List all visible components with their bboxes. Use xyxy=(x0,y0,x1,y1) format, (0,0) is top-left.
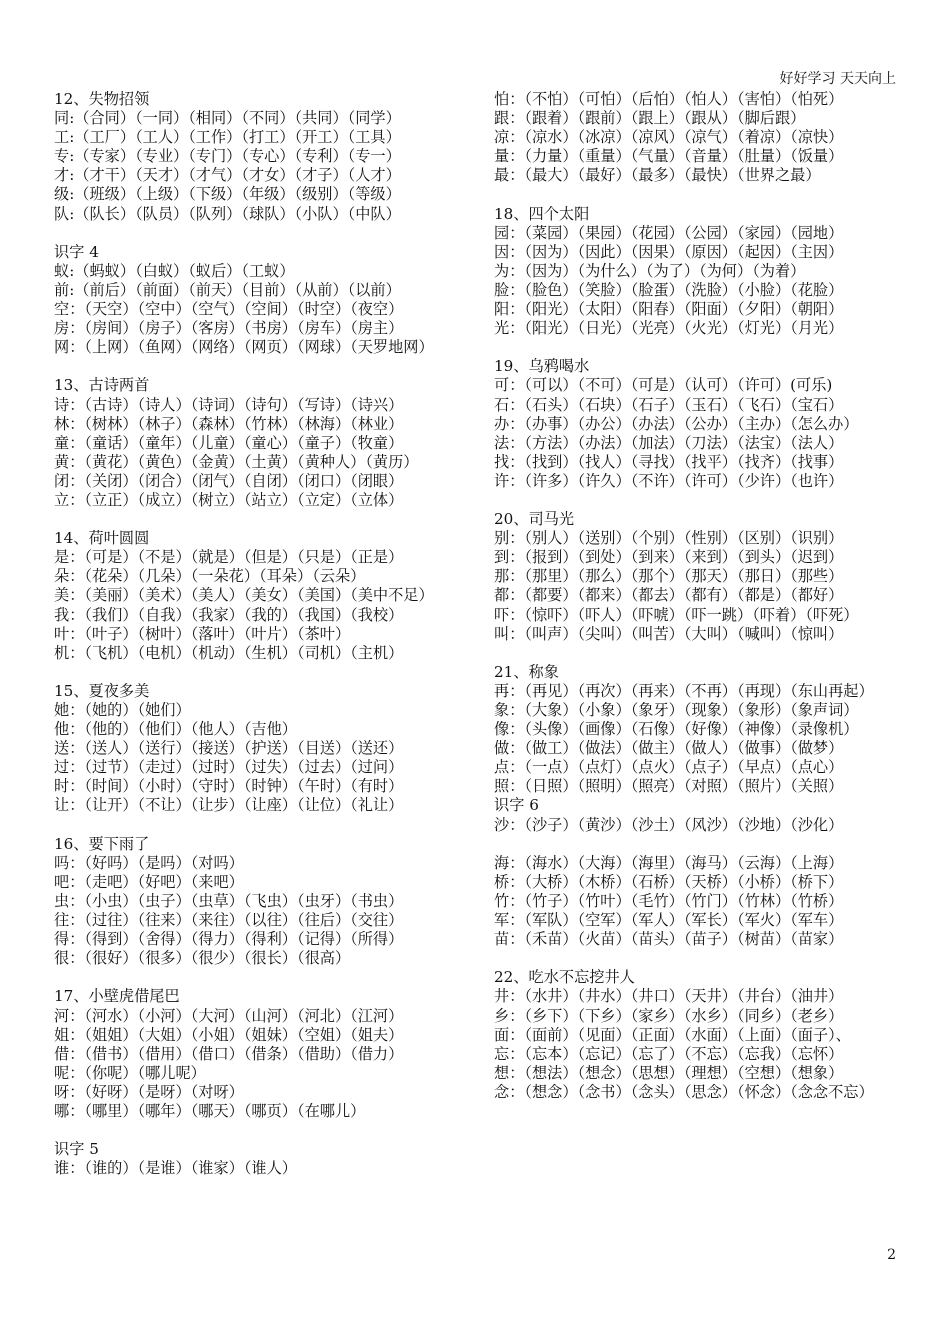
word-line: 很：（很好）（很多）（很少）（很长）（很高） xyxy=(54,949,351,968)
section-title: 20、司马光 xyxy=(494,510,575,529)
section-title: 21、称象 xyxy=(494,662,559,681)
word-line: 河：（河水）（小河）（大河）（山河）（河北）（江河） xyxy=(54,1006,404,1025)
word-line: 办：（办事）（办公）（办法）（公办）（主办）（怎么办） xyxy=(494,414,859,433)
word-line: 军：（军队）（空军）（军人）（军长）（军火）（军车） xyxy=(494,911,844,930)
word-line: 呀：（好呀）（是呀）（对呀） xyxy=(54,1082,244,1101)
word-line: 乡：（乡下）（下乡）（家乡）（水乡）（同乡）（老乡） xyxy=(494,1006,844,1025)
word-line: 可：（可以）（不可）（可是）（认可）（许可）(可乐) xyxy=(494,376,833,395)
word-line: 才:（才干）（天才）（才气）（才女）（才子）（人才） xyxy=(54,166,401,185)
lesson-section xyxy=(54,987,464,1121)
word-line: 队:（队长）（队员）（队列）（球队）（小队）（中队） xyxy=(54,204,401,223)
word-line: 做：（做工）（做法）（做主）（做人）（做事）（做梦） xyxy=(494,739,844,758)
lesson-section xyxy=(494,854,898,949)
word-line: 时：（时间）（小时）（守时）（时钟）（午时）（有时） xyxy=(54,777,404,796)
lesson-section xyxy=(494,663,898,797)
word-line: 立：（立正）（成立）（树立）（站立）（立定）（立体） xyxy=(54,490,404,509)
word-line: 黄：（黄花）（黄色）（金黄）（土黄）（黄种人）（黄历） xyxy=(54,452,419,471)
word-line: 吧：（走吧）（好吧）（来吧） xyxy=(54,872,244,891)
word-line: 法：（方法）（办法）（加法）（刀法）（法宝）（法人） xyxy=(494,433,844,452)
word-line: 是：（可是）（不是）（就是）（但是）（只是）（正是） xyxy=(54,548,404,567)
word-line: 光：（阳光）（日光）（光亮）（火光）（灯光）（月光） xyxy=(494,319,844,338)
word-line: 朵：（花朵）（几朵）（一朵花）（耳朵）（云朵） xyxy=(54,567,366,586)
section-title: 17、小壁虎借尾巴 xyxy=(54,987,180,1006)
word-line: 送：（送人）（送行）（接送）（护送）（目送）（送还） xyxy=(54,739,404,758)
lesson-section xyxy=(494,90,898,185)
word-line: 叶：（叶子）（树叶）（落叶）（叶片）（茶叶） xyxy=(54,624,351,643)
header-note: 好好学习 天天向上 xyxy=(779,71,896,87)
lesson-section xyxy=(54,529,464,663)
word-line: 量：（力量）（重量）（气量）（音量）（肚量）（饭量） xyxy=(494,147,844,166)
section-title: 识字 4 xyxy=(54,242,99,261)
word-line: 童：（童话）（童年）（儿童）（童心）（童子）（牧童） xyxy=(54,433,404,452)
word-line: 呢：（你呢）（哪儿呢） xyxy=(54,1063,206,1082)
word-line: 想：（想法）（想念）（思想）（理想）（空想）（想象） xyxy=(494,1063,844,1082)
word-line: 到：（报到）（到处）（到来）（来到）（到头）（迟到） xyxy=(494,548,844,567)
word-line: 像：（头像）（画像）（石像）（好像）（神像）（录像机） xyxy=(494,720,859,739)
word-line: 闭：（关闭）（闭合）（闭气）（自闭）（闭口）（闭眼） xyxy=(54,471,404,490)
section-title: 19、乌鸦喝水 xyxy=(494,357,590,376)
lesson-section xyxy=(54,376,464,510)
page-number: 2 xyxy=(887,1247,896,1263)
section-title: 15、夏夜多美 xyxy=(54,681,150,700)
word-line: 她：（她的）（她们） xyxy=(54,701,191,719)
lesson-section xyxy=(494,205,898,339)
section-title: 16、要下雨了 xyxy=(54,834,150,853)
section-title: 12、失物招领 xyxy=(54,90,150,108)
word-line: 因：（因为）（因此）（因果）（原因）（起因）（主因） xyxy=(494,242,844,261)
word-line: 别：（别人）（送别）（个别）（性别）（区别）（识别） xyxy=(494,529,844,548)
word-line: 专:（专家）（专业）（专门）（专心）（专利）（专一） xyxy=(54,147,401,166)
lesson-section xyxy=(494,510,898,644)
word-line: 姐：（姐姐）（大姐）（小姐）（姐妹）（空姐）（姐夫） xyxy=(54,1025,404,1044)
word-line: 阳：（阳光）（太阳）（阳春）（阳面）（夕阳）（朝阳） xyxy=(494,300,844,319)
word-line: 园：（菜园）（果园）（花园）（公园）（家园）（园地） xyxy=(494,223,844,242)
word-line: 竹：（竹子）（竹叶）（毛竹）（竹门）（竹林）（竹桥） xyxy=(494,891,844,910)
word-line: 忘：（忘本）（忘记）（忘了）（不忘）（忘我）（忘怀） xyxy=(494,1044,844,1063)
section-title: 14、荷叶圆圆 xyxy=(54,529,150,548)
word-line: 沙：（沙子）（黄沙）（沙土）（风沙）（沙地）（沙化） xyxy=(494,815,844,834)
word-line: 级:（班级）（上级）（下级）（年级）（级别）（等级） xyxy=(54,185,401,204)
lesson-section xyxy=(54,682,464,816)
word-line: 最：（最大）（最好）（最多）（最快）（世界之最） xyxy=(494,166,821,185)
word-line: 前:（前后）（前面）（前天）（目前）（从前）（以前） xyxy=(54,280,401,299)
word-line: 同:（合同）（一同）（相同）（不同）（共同）（同学） xyxy=(54,109,401,128)
section-title: 22、吃水不忘挖井人 xyxy=(494,968,635,987)
word-line: 凉：（凉水）（冰凉）（凉风）（凉气）（着凉）（凉快） xyxy=(494,128,844,147)
word-line: 蚁:（蚂蚁）（白蚁）（蚁后）（工蚁） xyxy=(54,261,295,280)
right-column xyxy=(494,90,898,1121)
word-line: 面：（面前）（见面）（正面）（水面）（上面）（面子）、 xyxy=(494,1025,851,1044)
word-line: 点：（一点）（点灯）（点火）（点子）（早点）（点心） xyxy=(494,758,844,777)
word-line: 他：（他的）（他们）（他人）（吉他） xyxy=(54,720,297,739)
word-line: 哪：（哪里）（哪年）（哪天）（哪页）（在哪儿） xyxy=(54,1101,366,1120)
word-line: 跟：（跟着）（跟前）（跟上）（跟从）（脚后跟） xyxy=(494,109,806,128)
word-line: 怕：（不怕）（可怕）（后怕）（怕人）（害怕）（怕死） xyxy=(494,90,844,108)
word-line: 机：（飞机）（电机）（机动）（生机）（司机）（主机） xyxy=(54,643,404,662)
word-line: 那：（那里）（那么）（那个）（那天）（那日）（那些） xyxy=(494,567,844,586)
word-line: 吗：（好吗）（是吗）（对吗） xyxy=(54,853,244,872)
left-column xyxy=(54,90,464,1197)
lesson-section xyxy=(54,243,464,358)
word-line: 苗：（禾苗）（火苗）（苗头）（苗子）（树苗）（苗家） xyxy=(494,930,844,949)
section-title: 识字 5 xyxy=(54,1140,99,1159)
section-title: 18、四个太阳 xyxy=(494,204,590,223)
word-line: 虫：（小虫）（虫子）（虫草）（飞虫）（虫牙）（书虫） xyxy=(54,891,404,910)
lesson-section xyxy=(494,968,898,1102)
word-line: 找：（找到）（找人）（寻找）（找平）（找齐）（找事） xyxy=(494,452,844,471)
word-line: 美：（美丽）（美术）（美人）（美女）（美国）（美中不足） xyxy=(54,586,434,605)
word-line: 吓：（惊吓）（吓人）（吓唬）（吓一跳）（吓着）（吓死） xyxy=(494,605,859,624)
word-line: 石：（石头）（石块）（石子）（玉石）（飞石）（宝石） xyxy=(494,395,844,414)
word-line: 海：（海水）（大海）（海里）（海马）（云海）（上海） xyxy=(494,853,844,872)
word-line: 我：（我们）（自我）（我家）（我的）（我国）（我校） xyxy=(54,605,404,624)
word-line: 为：（因为）（为什么）（为了）（为何）（为着） xyxy=(494,261,806,280)
word-line: 往：（过往）（往来）（来往）（以往）（往后）（交往） xyxy=(54,911,404,930)
lesson-section xyxy=(54,835,464,969)
word-line: 借：（借书）（借用）（借口）（借条）（借助）（借力） xyxy=(54,1044,404,1063)
word-line: 网：（上网）（鱼网）（网络）（网页）（网球）（天罗地网） xyxy=(54,338,434,357)
word-line: 诗：（古诗）（诗人）（诗词）（诗句）（写诗）（诗兴） xyxy=(54,395,404,414)
word-line: 脸：（脸色）（笑脸）（脸蛋）（洗脸）（小脸）（花脸） xyxy=(494,280,844,299)
word-line: 过：（过节）（走过）（过时）（过失）（过去）（过问） xyxy=(54,758,404,777)
word-line: 让：（让开）（不让）（让步）（让座）（让位）（礼让） xyxy=(54,796,404,815)
word-line: 都：（都要）（都来）（都去）（都有）（都是）（都好） xyxy=(494,586,844,605)
word-line: 念：（想念）（念书）（念头）（思念）（怀念）（念念不忘） xyxy=(494,1082,874,1101)
word-line: 象：（大象）（小象）（象牙）（现象）（象形）（象声词） xyxy=(494,701,859,719)
word-line: 许：（许多）（许久）（不许）（许可）（少许）（也许） xyxy=(494,471,844,490)
lesson-section xyxy=(494,357,898,491)
word-line: 再：（再见）（再次）（再来）（不再）（再现）（东山再起） xyxy=(494,681,874,700)
word-line: 照：（日照）（照明）（照亮）（对照）（照片）（关照） xyxy=(494,777,844,796)
word-line: 井：（水井）（井水）（井口）（天井）（井台）（油井） xyxy=(494,987,844,1006)
word-line: 叫：（叫声）（尖叫）（叫苦）（大叫）（喊叫）（惊叫） xyxy=(494,624,844,643)
lesson-section xyxy=(54,90,464,224)
section-title: 13、古诗两首 xyxy=(54,376,150,395)
word-line: 桥：（大桥）（木桥）（石桥）（天桥）（小桥）（桥下） xyxy=(494,872,844,891)
word-line: 房：（房间）（房子）（客房）（书房）（房车）（房主） xyxy=(54,319,404,338)
word-line: 林：（树林）（林子）（森林）（竹林）（林海）（林业） xyxy=(54,414,404,433)
lesson-section xyxy=(494,796,898,834)
word-line: 谁：（谁的）（是谁）（谁家）（谁人） xyxy=(54,1159,297,1178)
word-line: 工:（工厂）（工人）（工作）（打工）（开工）（工具） xyxy=(54,128,401,147)
word-line: 空：（天空）（空中）（空气）（空间）（时空）（夜空） xyxy=(54,300,404,319)
section-title: 识字 6 xyxy=(494,796,539,815)
lesson-section xyxy=(54,1140,464,1178)
word-line: 得：（得到）（舍得）（得力）（得利）（记得）（所得） xyxy=(54,930,404,949)
